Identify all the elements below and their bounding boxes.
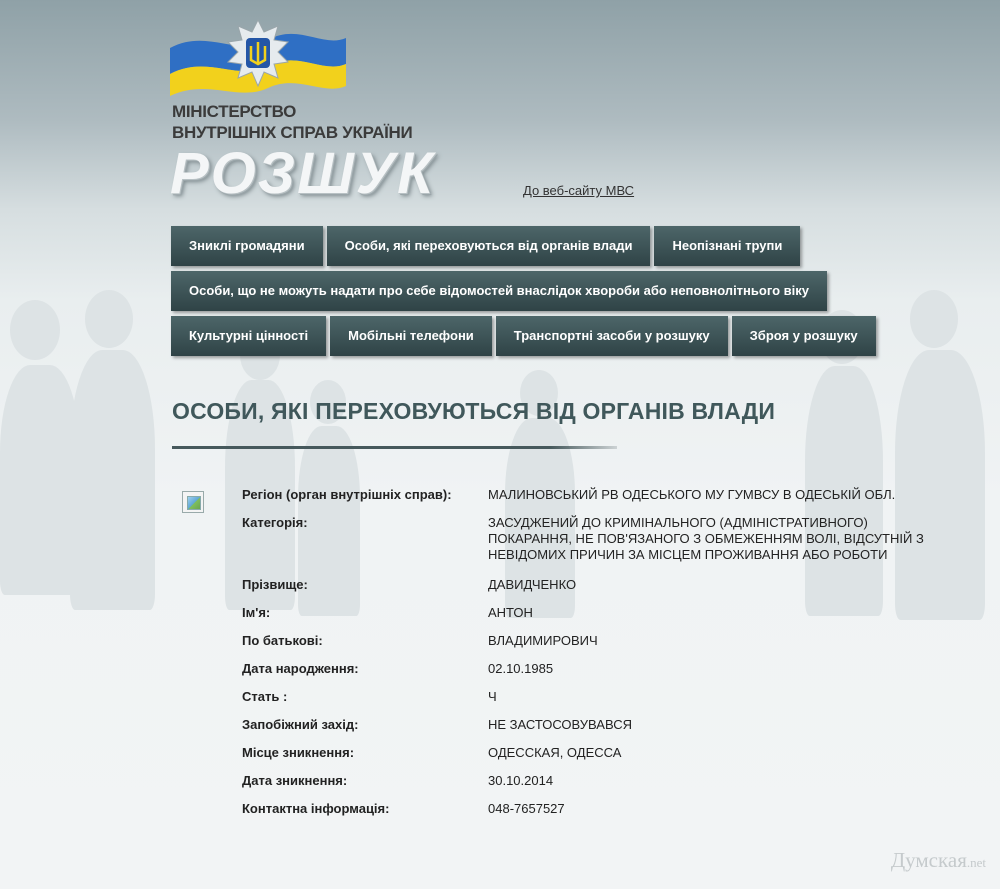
field-label: Регіон (орган внутрішніх справ): [242, 487, 452, 502]
record-row [242, 801, 962, 817]
field-label: Прізвище: [242, 577, 308, 592]
field-label: Дата народження: [242, 661, 359, 676]
ministry-site-link[interactable]: До веб-сайту МВС [523, 183, 635, 198]
field-value: ОДЕССКАЯ, ОДЕССА [488, 745, 622, 760]
field-value: НЕ ЗАСТОСОВУВАВСЯ [488, 717, 632, 732]
broken-photo-icon [182, 491, 204, 513]
record-row [242, 717, 962, 733]
ministry-logo[interactable] [168, 18, 435, 208]
field-value: 048-7657527 [488, 801, 565, 816]
nav-mobile-phones[interactable]: Мобільні телефони [330, 316, 492, 356]
field-value: 02.10.1985 [488, 661, 554, 676]
field-label: По батькові: [242, 633, 323, 648]
field-value: ДАВИДЧЕНКО [488, 577, 577, 592]
record-row [242, 577, 962, 593]
record-details [242, 487, 962, 817]
nav-row [171, 316, 931, 356]
field-label: Ім'я: [242, 605, 271, 620]
record-row [242, 745, 962, 761]
field-label: Категорія: [242, 515, 308, 530]
field-label: Запобіжний захід: [242, 717, 359, 732]
nav-unidentified-bodies[interactable]: Неопізнані трупи [654, 226, 800, 266]
nav-row [171, 271, 931, 311]
record-row [242, 605, 962, 621]
ministry-name-line1: МІНІСТЕРСТВО [172, 102, 297, 121]
field-value: ЗАСУДЖЕНИЙ ДО КРИМІНАЛЬНОГО (АДМІНІСТРАТИВНОГО) ПОКАРАННЯ, НЕ ПОВ'ЯЗАНОГО З ОБМЕЖЕННЯМ ВОЛІ, ВІДСУТНІЙ З НЕВІДОМИХ ПРИЧИН ЗА МІСЦЕМ ПРОЖИВАННЯ АБО РОБОТИ [488, 515, 924, 562]
field-value: Ч [488, 689, 497, 704]
page-title: ОСОБИ, ЯКІ ПЕРЕХОВУЮТЬСЯ ВІД ОРГАНІВ ВЛАДИ [172, 398, 776, 424]
field-value: 30.10.2014 [488, 773, 554, 788]
field-label: Контактна інформація: [242, 801, 390, 816]
nav-persons-unable-to-identify[interactable]: Особи, що не можуть надати про себе відомостей внаслідок хвороби або неповнолітнього віку [171, 271, 827, 311]
brand-title: РОЗШУК [170, 141, 435, 206]
field-value: АНТОН [488, 605, 533, 620]
emblem-flag-icon [168, 18, 348, 100]
field-label: Стать : [242, 689, 288, 704]
watermark-suffix: .net [966, 855, 986, 870]
record-row [242, 633, 962, 649]
nav-wanted-weapons[interactable]: Зброя у розшуку [732, 316, 876, 356]
record-row [242, 487, 962, 503]
nav-missing-citizens[interactable]: Зниклі громадяни [171, 226, 323, 266]
nav-row [171, 226, 931, 266]
title-divider [172, 446, 617, 449]
ministry-name-line2: ВНУТРІШНІХ СПРАВ УКРАЇНИ [172, 123, 413, 142]
field-label: Місце зникнення: [242, 745, 355, 760]
nav-fugitives[interactable]: Особи, які переховуються від органів влади [327, 226, 651, 266]
record-row [242, 661, 962, 677]
watermark [891, 848, 986, 873]
nav-cultural-values[interactable]: Культурні цінності [171, 316, 326, 356]
main-navigation [171, 226, 931, 361]
watermark-name: Думская [890, 848, 967, 872]
record-row [242, 515, 962, 563]
nav-wanted-vehicles[interactable]: Транспортні засоби у розшуку [496, 316, 728, 356]
record-row [242, 689, 962, 705]
field-value: ВЛАДИМИРОВИЧ [488, 633, 598, 648]
field-label: Дата зникнення: [242, 773, 348, 788]
record-row [242, 773, 962, 789]
field-value: МАЛИНОВСЬКИЙ РВ ОДЕСЬКОГО МУ ГУМВСУ В ОДЕСЬКІЙ ОБЛ. [488, 487, 896, 502]
